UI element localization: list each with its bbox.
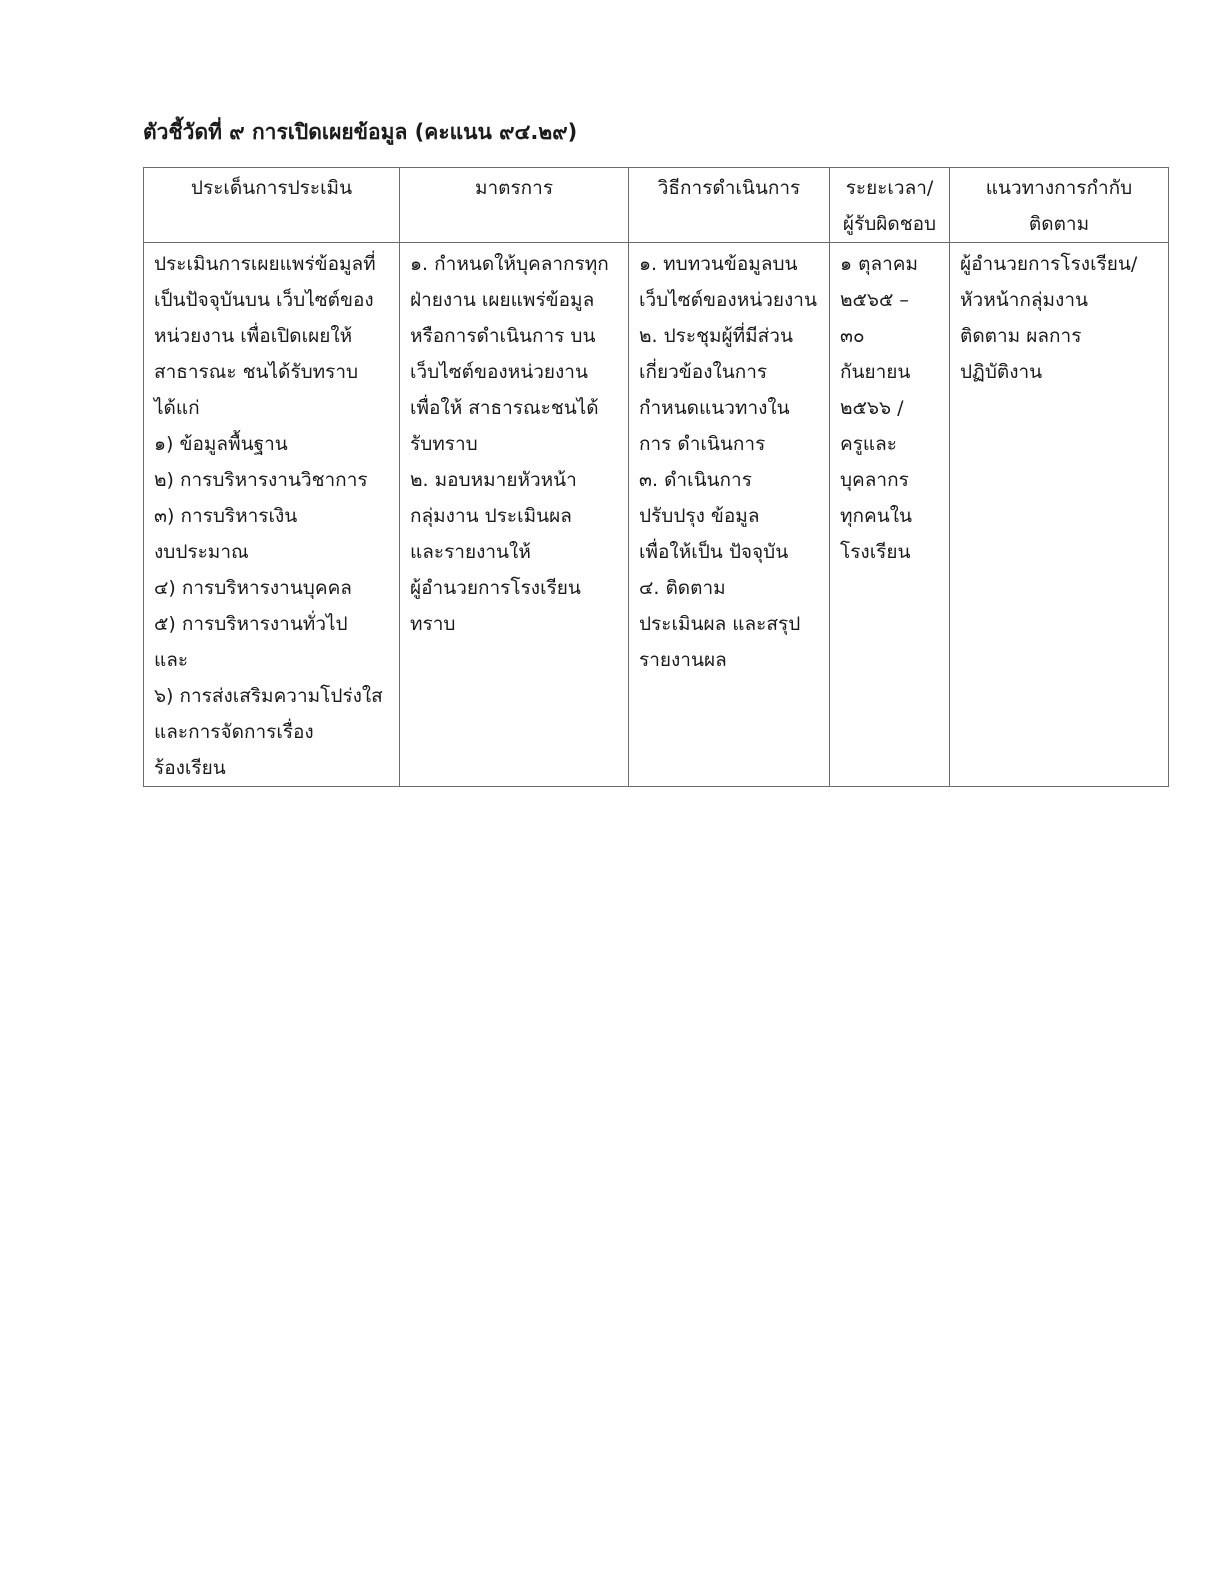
cell-line: และการจัดการเรื่อง (154, 721, 314, 743)
cell-monitoring (950, 243, 1169, 787)
cell-line: และ (154, 649, 189, 671)
cell-line: กันยายน (840, 361, 911, 383)
cell-line: เป็นปัจจุบันบน เว็บไซต์ของ (154, 289, 374, 311)
cell-line: โรงเรียน (840, 541, 911, 563)
cell-line: บุคลากร (840, 469, 909, 491)
cell-line: ๒๕๖๕ – (840, 289, 909, 311)
cell-line: ผู้อำนวยการโรงเรียน (410, 577, 581, 599)
cell-line: รายงานผล (639, 649, 727, 671)
cell-procedure (629, 243, 830, 787)
header-line: ประเด็นการประเมิน (190, 177, 353, 199)
cell-line: กำหนดแนวทางใน (639, 397, 790, 419)
document-title: ตัวชี้วัดที่ ๙ การเปิดเผยข้อมูล (คะแนน ๙๔.๒๙) (143, 120, 578, 144)
cell-line: ได้แก่ (154, 397, 200, 419)
cell-line: ปรับปรุง ข้อมูล (639, 505, 760, 527)
header-line: วิธีการดำเนินการ (657, 177, 801, 199)
cell-line: งบประมาณ (154, 541, 249, 563)
measures-table (143, 167, 1169, 787)
cell-line: หัวหน้ากลุ่มงาน (960, 289, 1088, 311)
header-line: ผู้รับผิดชอบ (842, 213, 937, 235)
cell-line: ๕) การบริหารงานทั่วไป (154, 613, 348, 635)
header-line: แนวทางการกำกับ (985, 177, 1133, 199)
header-assessment-issue (144, 168, 400, 243)
cell-line: หรือการดำเนินการ บน (410, 325, 596, 347)
cell-line: ทราบ (410, 613, 456, 635)
cell-assessment-issue (144, 243, 400, 787)
cell-line: ๓. ดำเนินการ (639, 469, 752, 491)
cell-line: ๓) การบริหารเงิน (154, 505, 298, 527)
cell-line: ๒. มอบหมายหัวหน้า (410, 469, 577, 491)
cell-line: เพื่อให้เป็น ปัจจุบัน (639, 541, 789, 563)
header-period-responsible (830, 168, 950, 243)
table-header-row (144, 168, 1169, 243)
cell-line: ๔. ติดตาม (639, 577, 726, 599)
cell-line: ปฏิบัติงาน (960, 361, 1043, 383)
cell-line: ทุกคนใน (840, 505, 912, 527)
cell-period-responsible (830, 243, 950, 787)
cell-line: ๑ ตุลาคม (840, 253, 918, 275)
cell-line: หน่วยงาน เพื่อเปิดเผยให้ (154, 325, 353, 347)
cell-line: เว็บไซต์ของหน่วยงาน (410, 361, 588, 383)
cell-line: รับทราบ (410, 433, 478, 455)
cell-line: ๓๐ (840, 325, 865, 347)
header-procedure (629, 168, 830, 243)
cell-line: ประเมินการเผยแพร่ข้อมูลที่ (154, 253, 376, 275)
table-row (144, 243, 1169, 787)
cell-line: เพื่อให้ สาธารณะชนได้ (410, 397, 599, 419)
cell-line: ประเมินผล และสรุป (639, 613, 801, 635)
cell-line: ๖) การส่งเสริมความโปร่งใส (154, 685, 383, 707)
header-line: มาตรการ (474, 177, 554, 199)
header-measures (400, 168, 629, 243)
cell-line: เกี่ยวข้องในการ (639, 361, 768, 383)
cell-line: ๒) การบริหารงานวิชาการ (154, 469, 368, 491)
cell-line: การ ดำเนินการ (639, 433, 766, 455)
header-monitoring (950, 168, 1169, 243)
cell-line: สาธารณะ ชนได้รับทราบ (154, 361, 359, 383)
cell-line: ๒๕๖๖ / (840, 397, 904, 419)
cell-line: และรายงานให้ (410, 541, 531, 563)
cell-line: ๔) การบริหารงานบุคคล (154, 577, 352, 599)
cell-line: ๑) ข้อมูลพื้นฐาน (154, 433, 288, 455)
cell-line: ครูและ (840, 433, 898, 455)
header-line: ระยะเวลา/ (845, 177, 934, 199)
cell-line: ติดตาม ผลการ (960, 325, 1082, 347)
cell-line: ร้องเรียน (154, 757, 226, 779)
cell-line: เว็บไซต์ของหน่วยงาน (639, 289, 817, 311)
cell-line: ๒. ประชุมผู้ที่มีส่วน (639, 325, 793, 347)
cell-line: ฝ่ายงาน เผยแพร่ข้อมูล (410, 289, 595, 311)
cell-line: ๑. ทบทวนข้อมูลบน (639, 253, 798, 275)
cell-line: ๑. กำหนดให้บุคลากรทุก (410, 253, 609, 275)
header-line: ติดตาม (1028, 213, 1090, 235)
cell-line: กลุ่มงาน ประเมินผล (410, 505, 572, 527)
cell-line: ผู้อำนวยการโรงเรียน/ (960, 253, 1138, 275)
cell-measures (400, 243, 629, 787)
